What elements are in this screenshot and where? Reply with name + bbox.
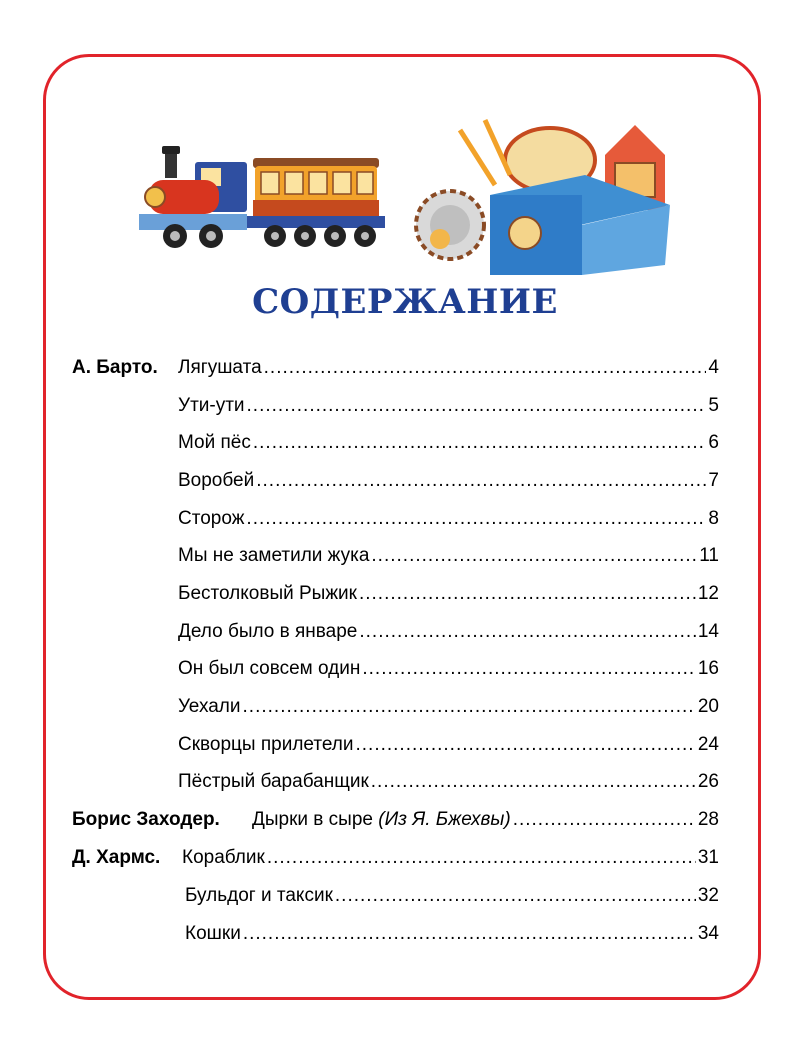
toc-row[interactable] [0, 353, 810, 383]
toc-row[interactable] [0, 504, 810, 534]
toc-row[interactable] [0, 730, 810, 760]
toc-row[interactable] [0, 692, 810, 722]
toc-author: Борис Заходер. [72, 809, 220, 830]
toc-row[interactable] [0, 541, 810, 571]
toc-row[interactable] [0, 843, 810, 873]
toc-leader [247, 391, 707, 421]
toc-row[interactable] [0, 654, 810, 684]
toc-author: Д. Хармс. [72, 847, 161, 868]
toc-leader [243, 919, 696, 949]
toc-page: 16 [697, 658, 719, 679]
toc-title: Кошки [185, 923, 241, 944]
toc-page: 28 [697, 809, 719, 830]
toc-title: Лягушата [178, 357, 262, 378]
toc-leader [243, 692, 696, 722]
toc-title: Он был совсем один [178, 658, 361, 679]
toc-leader [264, 353, 707, 383]
toc-leader [371, 767, 696, 797]
page-title: СОДЕРЖАНИЕ [252, 282, 558, 322]
toc-leader [513, 805, 696, 835]
toc-row[interactable] [0, 881, 810, 911]
toc-title: Бульдог и таксик [185, 885, 333, 906]
toc-title: Дырки в сыре [252, 809, 373, 830]
toc-title: Воробей [178, 470, 255, 491]
toc-title: Ути-ути [178, 395, 245, 416]
toc-title: Дело было в январе [178, 621, 358, 642]
toc-author: А. Барто. [72, 357, 158, 378]
toc-title: Бестолковый Рыжик [178, 583, 357, 604]
toc-page: 14 [697, 621, 719, 642]
toc-row[interactable] [0, 466, 810, 496]
toc-title: Сторож [178, 508, 245, 529]
toc-leader [256, 466, 706, 496]
toc-page: 34 [697, 923, 719, 944]
toc-page: 7 [708, 470, 719, 491]
toc-leader [371, 541, 697, 571]
toc-leader [359, 579, 696, 609]
toc-page: 6 [708, 432, 719, 453]
toc-row[interactable] [0, 428, 810, 458]
toc-title: Скворцы прилетели [178, 734, 354, 755]
toc-leader [355, 730, 695, 760]
toc-row[interactable] [0, 617, 810, 647]
toc-title: Кораблик [182, 847, 265, 868]
toc-page: 8 [708, 508, 719, 529]
toc-row[interactable] [0, 391, 810, 421]
toc-note: (Из Я. Бжехвы) [378, 809, 511, 830]
toc-row[interactable] [0, 579, 810, 609]
toc-page: 32 [697, 885, 719, 906]
toc-title: Мой пёс [178, 432, 251, 453]
toc-leader [362, 654, 695, 684]
toc-leader [359, 617, 695, 647]
toc-title: Уехали [178, 696, 241, 717]
toc-row[interactable] [0, 919, 810, 949]
toc-leader [253, 428, 707, 458]
toc-leader [267, 843, 696, 873]
toc-leader [335, 881, 696, 911]
toc-leader [246, 504, 706, 534]
toc-page: 4 [708, 357, 719, 378]
toc-title: Пёстрый барабанщик [178, 771, 369, 792]
toc-page: 31 [697, 847, 719, 868]
toc-page: 11 [699, 545, 719, 566]
toc-page: 24 [697, 734, 719, 755]
toc-page: 12 [697, 583, 719, 604]
toc-page: 26 [697, 771, 719, 792]
toc-page: 20 [697, 696, 719, 717]
toc-row[interactable] [0, 767, 810, 797]
toc-title: Мы не заметили жука [178, 545, 370, 566]
toc-row[interactable] [0, 805, 810, 835]
toc-page: 5 [708, 395, 719, 416]
